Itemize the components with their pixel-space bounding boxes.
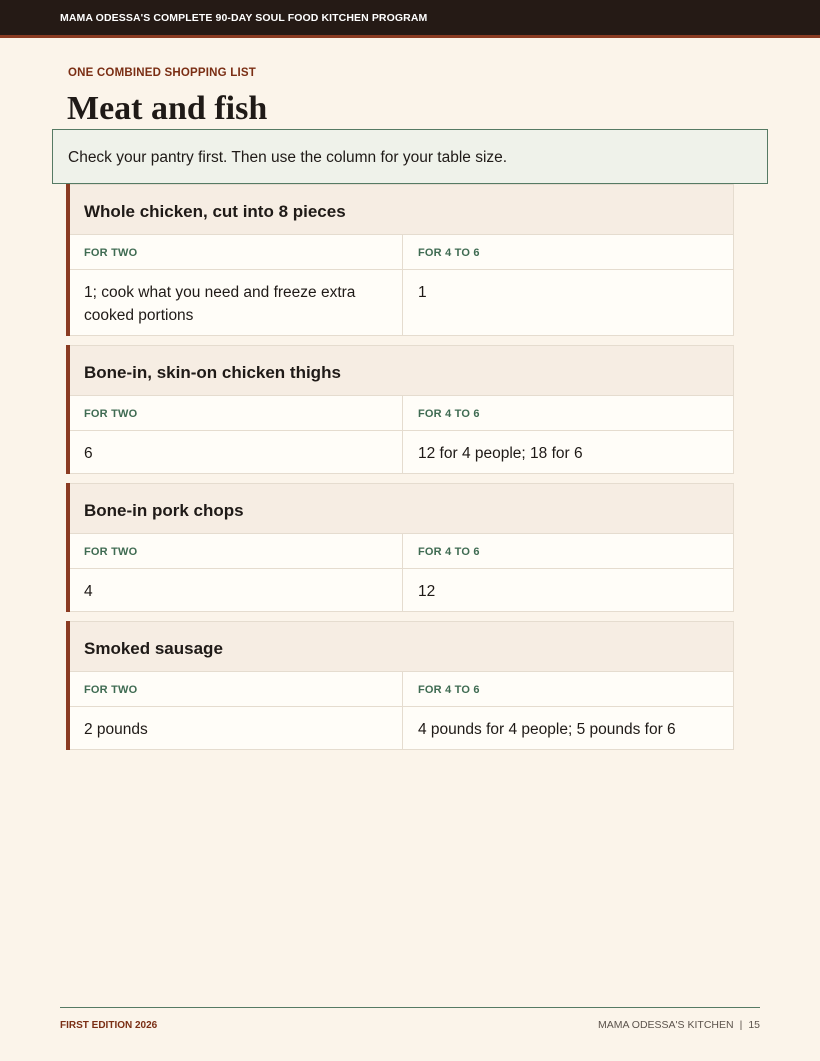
column-label-for-two: FOR TWO bbox=[84, 546, 138, 558]
item-name: Smoked sausage bbox=[70, 622, 733, 672]
shopping-list bbox=[66, 184, 734, 759]
column-label-for-two: FOR TWO bbox=[84, 247, 138, 259]
quantity-for-four-to-six: 4 pounds for 4 people; 5 pounds for 6 bbox=[402, 707, 733, 749]
list-item bbox=[66, 345, 734, 474]
footer-separator: | bbox=[739, 1019, 743, 1031]
footer-brand: MAMA ODESSA'S KITCHEN bbox=[597, 1019, 734, 1031]
quantity-for-two: 1; cook what you need and freeze extra cooked portions bbox=[84, 284, 356, 324]
column-label-for-four-to-six: FOR 4 TO 6 bbox=[402, 396, 733, 430]
quantity-for-two: 4 bbox=[84, 583, 93, 600]
column-label-for-four-to-six: FOR 4 TO 6 bbox=[402, 672, 733, 706]
program-title: MAMA ODESSA'S COMPLETE 90-DAY SOUL FOOD KITCHEN PROGRAM bbox=[60, 12, 428, 24]
section-eyebrow: ONE COMBINED SHOPPING LIST bbox=[68, 67, 256, 79]
list-item bbox=[66, 483, 734, 612]
list-item bbox=[66, 621, 734, 750]
quantity-for-four-to-six: 12 for 4 people; 18 for 6 bbox=[402, 431, 733, 473]
page-title: Meat and fish bbox=[67, 90, 268, 127]
edition-label: FIRST EDITION 2026 bbox=[60, 1020, 158, 1031]
quantity-for-two: 6 bbox=[84, 445, 93, 462]
column-label-for-two: FOR TWO bbox=[84, 684, 138, 696]
page-footer bbox=[598, 1019, 760, 1031]
item-name: Bone-in pork chops bbox=[70, 484, 733, 534]
column-label-for-four-to-six: FOR 4 TO 6 bbox=[402, 235, 733, 269]
item-name: Whole chicken, cut into 8 pieces bbox=[70, 185, 733, 235]
list-item bbox=[66, 184, 734, 336]
quantity-for-four-to-six: 1 bbox=[402, 270, 733, 335]
quantity-for-two: 2 pounds bbox=[84, 721, 148, 738]
pantry-note-callout bbox=[52, 129, 768, 184]
top-banner bbox=[0, 0, 820, 38]
quantity-for-four-to-six: 12 bbox=[402, 569, 733, 611]
column-label-for-two: FOR TWO bbox=[84, 408, 138, 420]
page-number: 15 bbox=[748, 1019, 760, 1031]
column-label-for-four-to-six: FOR 4 TO 6 bbox=[402, 534, 733, 568]
item-name: Bone-in, skin-on chicken thighs bbox=[70, 346, 733, 396]
pantry-note-text: Check your pantry first. Then use the column for your table size. bbox=[68, 149, 508, 166]
footer-divider bbox=[60, 1007, 760, 1008]
